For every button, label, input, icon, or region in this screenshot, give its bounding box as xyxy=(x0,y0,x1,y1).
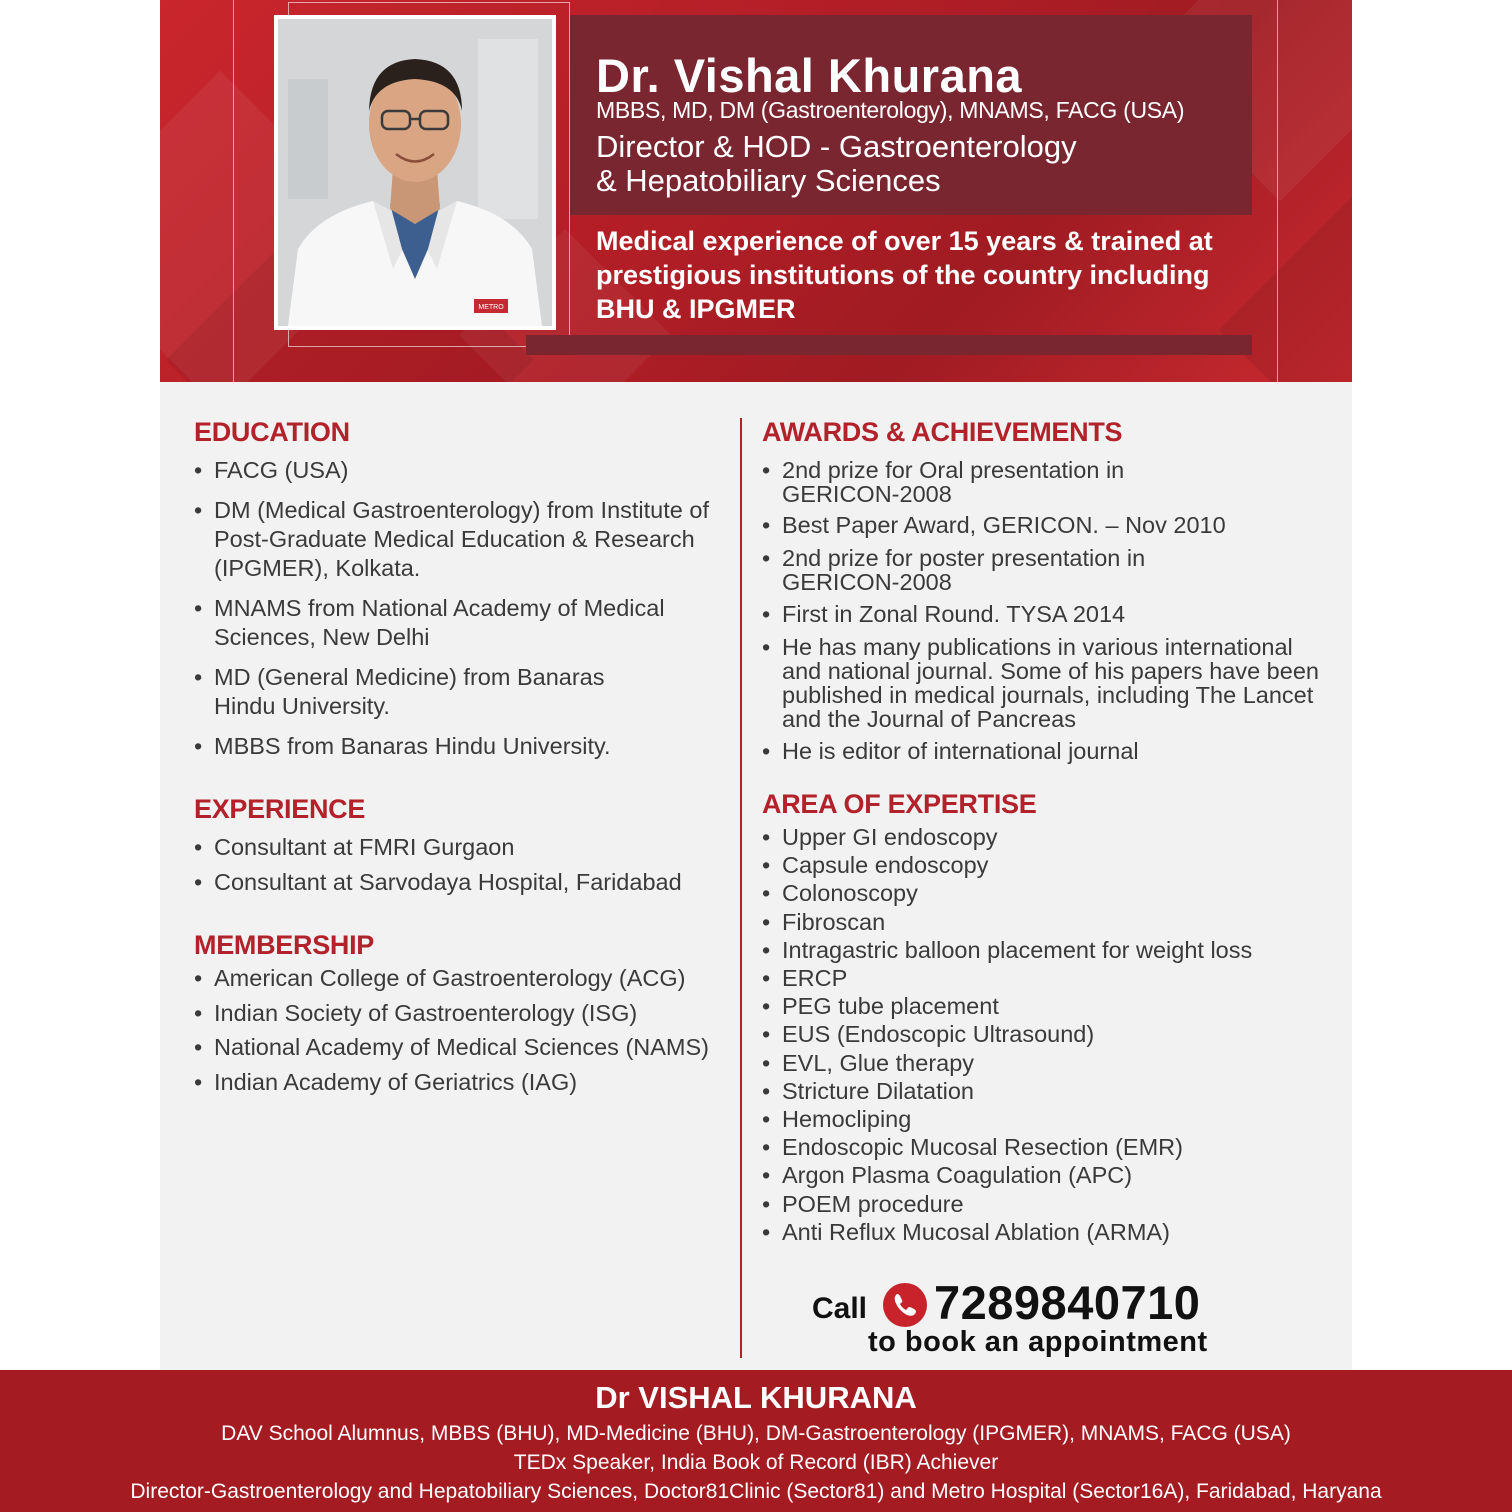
role-line-2: & Hepatobiliary Sciences xyxy=(596,163,941,198)
experience-list xyxy=(194,833,734,903)
list-item: • MNAMS from National Academy of Medical Sciences, New Delhi xyxy=(194,594,734,652)
list-item: • He has many publications in various international and national journal. Some of his papers have been published in medical journals, including The Lancet and the Journal of Pancreas xyxy=(762,635,1332,731)
awards-title: AWARDS & ACHIEVEMENTS xyxy=(762,417,1123,447)
list-item: • EUS (Endoscopic Ultrasound) xyxy=(762,1020,1332,1048)
decor-line xyxy=(233,0,234,382)
list-item: • Best Paper Award, GERICON. – Nov 2010 xyxy=(762,513,1332,537)
list-item: • He is editor of international journal xyxy=(762,739,1332,763)
membership-list xyxy=(194,964,739,1102)
doctor-photo xyxy=(274,15,556,330)
doctor-name: Dr. Vishal Khurana xyxy=(596,49,1023,102)
list-item: • EVL, Glue therapy xyxy=(762,1049,1332,1077)
call-subtitle: to book an appointment xyxy=(868,1326,1208,1358)
expertise-title: AREA OF EXPERTISE xyxy=(762,789,1037,819)
list-item: • Intragastric balloon placement for weight loss xyxy=(762,936,1332,964)
footer-name: Dr VISHAL KHURANA xyxy=(595,1380,917,1415)
badge-text: METRO xyxy=(478,304,504,311)
doctor-qualifications: MBBS, MD, DM (Gastroenterology), MNAMS, FACG (USA) xyxy=(596,97,1185,123)
footer-affiliation: Director-Gastroenterology and Hepatobiliary Sciences, Doctor81Clinic (Sector81) and Metro Hospital (Sector16A), Faridabad, Haryana xyxy=(130,1480,1382,1503)
list-item: • American College of Gastroenterology (ACG) xyxy=(194,964,739,993)
doctor-role xyxy=(596,130,1216,198)
list-item: • MD (General Medicine) from Banaras Hindu University. xyxy=(194,663,634,721)
list-item: • POEM procedure xyxy=(762,1190,1332,1218)
list-item: • Upper GI endoscopy xyxy=(762,823,1332,851)
footer-credentials: DAV School Alumnus, MBBS (BHU), MD-Medicine (BHU), DM-Gastroenterology (IPGMER), MNAMS, FACG (USA) xyxy=(221,1422,1291,1445)
doctor-portrait xyxy=(278,19,552,326)
phone-icon xyxy=(882,1282,928,1328)
list-item: • Endoscopic Mucosal Resection (EMR) xyxy=(762,1133,1332,1161)
experience-title: EXPERIENCE xyxy=(194,794,366,824)
list-item: • Colonoscopy xyxy=(762,879,1332,907)
list-item: • Hemocliping xyxy=(762,1105,1332,1133)
experience-summary: Medical experience of over 15 years & trained at prestigious institutions of the country including BHU & IPGMER xyxy=(596,226,1213,324)
list-item: • Indian Society of Gastroenterology (ISG) xyxy=(194,999,739,1028)
awards-list xyxy=(762,458,1332,771)
header-banner xyxy=(160,0,1352,382)
list-item: • First in Zonal Round. TYSA 2014 xyxy=(762,602,1332,626)
column-divider xyxy=(740,418,742,1358)
list-item: • Anti Reflux Mucosal Ablation (ARMA) xyxy=(762,1218,1332,1246)
list-item: • MBBS from Banaras Hindu University. xyxy=(194,732,734,761)
call-to-action[interactable] xyxy=(810,1278,1260,1368)
list-item: • 2nd prize for Oral presentation in GERICON-2008 xyxy=(762,458,1162,506)
list-item: • ERCP xyxy=(762,964,1332,992)
list-item: • Fibroscan xyxy=(762,908,1332,936)
membership-title: MEMBERSHIP xyxy=(194,930,375,960)
role-line-1: Director & HOD - Gastroenterology xyxy=(596,129,1077,164)
list-item: • Consultant at FMRI Gurgaon xyxy=(194,833,734,862)
decor-bar xyxy=(526,335,1252,355)
list-item: • PEG tube placement xyxy=(762,992,1332,1020)
expertise-list xyxy=(762,823,1332,1246)
list-item: • National Academy of Medical Sciences (NAMS) xyxy=(194,1033,739,1062)
phone-number[interactable]: 7289840710 xyxy=(934,1276,1201,1329)
list-item: • 2nd prize for poster presentation in GERICON-2008 xyxy=(762,546,1182,594)
decor-line xyxy=(1277,0,1278,382)
footer-achievements: TEDx Speaker, India Book of Record (IBR) Achiever xyxy=(513,1451,999,1474)
call-label: Call xyxy=(812,1292,868,1325)
education-list xyxy=(194,456,734,772)
content-area xyxy=(160,382,1352,1370)
footer xyxy=(0,1370,1512,1512)
list-item: • Stricture Dilatation xyxy=(762,1077,1332,1105)
list-item: • Indian Academy of Geriatrics (IAG) xyxy=(194,1068,739,1097)
education-title: EDUCATION xyxy=(194,417,350,447)
list-item: • DM (Medical Gastroenterology) from Institute of Post-Graduate Medical Education & Research (IPGMER), Kolkata. xyxy=(194,496,734,583)
list-item: • Capsule endoscopy xyxy=(762,851,1332,879)
list-item: • Consultant at Sarvodaya Hospital, Faridabad xyxy=(194,868,734,897)
list-item: • Argon Plasma Coagulation (APC) xyxy=(762,1161,1332,1189)
list-item: • FACG (USA) xyxy=(194,456,734,485)
